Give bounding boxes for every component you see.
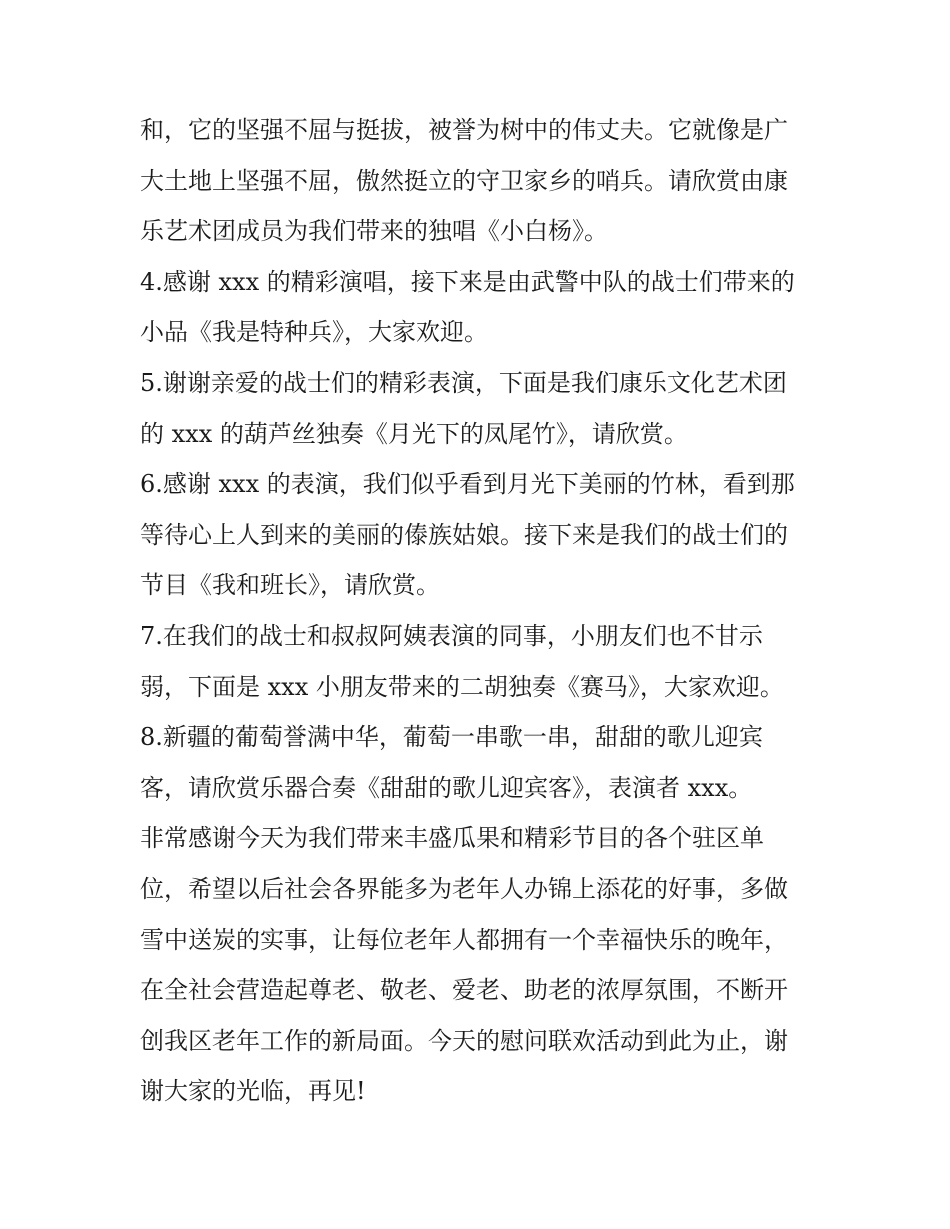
text-line-1: 和，它的坚强不屈与挺拔，被誉为树中的伟丈夫。它就像是广 xyxy=(140,116,788,144)
closing-line-4: 在全社会营造起尊老、敬老、爱老、助老的浓厚氛围，不断开 xyxy=(140,976,788,1005)
item-8-line-2: 客，请欣赏乐器合奏《甜甜的歌儿迎宾客》，表演者 xxx。 xyxy=(140,773,753,802)
closing-line-6: 谢大家的光临，再见! xyxy=(140,1077,366,1106)
item-6-line-3: 节目《我和班长》，请欣赏。 xyxy=(140,571,440,600)
document-body xyxy=(140,105,830,1117)
item-7-line-1: 7.在我们的战士和叔叔阿姨表演的同事，小朋友们也不甘示 xyxy=(140,621,763,650)
item-5-line-1: 5.谢谢亲爱的战士们的精彩表演，下面是我们康乐文化艺术团 xyxy=(140,368,787,397)
item-5-line-2: 的 xxx 的葫芦丝独奏《月光下的凤尾竹》，请欣赏。 xyxy=(140,419,688,448)
closing-line-1: 非常感谢今天为我们带来丰盛瓜果和精彩节目的各个驻区单 xyxy=(140,824,764,853)
item-4-line-1: 4.感谢 xxx 的精彩演唱，接下来是由武警中队的战士们带来的 xyxy=(140,267,795,296)
item-8-line-1: 8.新疆的葡萄誉满中华，葡萄一串歌一串，甜甜的歌儿迎宾 xyxy=(140,723,763,752)
item-6-line-1: 6.感谢 xxx 的表演，我们似乎看到月光下美丽的竹林，看到那 xyxy=(140,470,795,499)
closing-line-5: 创我区老年工作的新局面。今天的慰问联欢活动到此为止，谢 xyxy=(140,1026,788,1055)
item-6-line-2: 等待心上人到来的美丽的傣族姑娘。接下来是我们的战士们的 xyxy=(140,520,788,549)
item-4-line-2: 小品《我是特种兵》，大家欢迎。 xyxy=(140,318,488,347)
closing-line-2: 位，希望以后社会各界能多为老年人办锦上添花的好事，多做 xyxy=(140,874,788,903)
text-line-2: 大土地上坚强不屈，傲然挺立的守卫家乡的哨兵。请欣赏由康 xyxy=(140,166,788,195)
item-7-line-2: 弱，下面是 xxx 小朋友带来的二胡独奏《赛马》，大家欢迎。 xyxy=(140,672,784,701)
text-line-3: 乐艺术团成员为我们带来的独唱《小白杨》。 xyxy=(140,217,608,246)
closing-line-3: 雪中送炭的实事，让每位老年人都拥有一个幸福快乐的晚年， xyxy=(140,925,788,954)
